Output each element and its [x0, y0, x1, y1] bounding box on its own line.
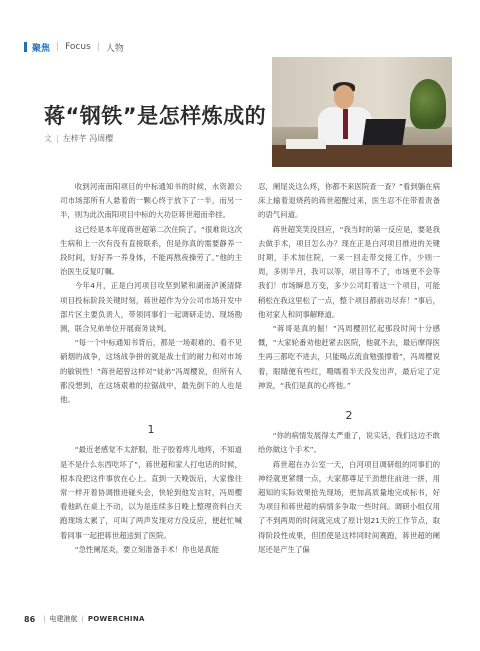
section-name-en: Focus [65, 42, 91, 52]
paragraph: 今年4月，正是白河项目攻坚到紧和湖南泸溪清降项目投标阶段关键时刻，蒋世超作为分公司市场开发中部片区主要负责人，带领同事们一起调研走访、现场勘测，联合兄弟单位开展商务谈判。 [60, 281, 242, 334]
paragraph: “蒋哥是真的倔！”冯周樱回忆起那段时间十分感慨，“大家轮番劝他赶紧去医院，他就不去，最后摩得医生再三都吃不进去，只能喝点流食勉强撑着”，冯周樱说着，眼睛便有些红，嗫嚅着半天没发出声，最后定了定神说，“我们是真的心疼他。” [258, 324, 440, 390]
article-title: 蒋“钢铁”是怎样炼成的 [44, 104, 267, 128]
article-title-wrap [44, 100, 266, 130]
section-name: 聚焦 [32, 43, 51, 54]
paragraph: 这已经是本年度蒋世超第二次住院了。“很难说这次生病和上一次有没有直接联系，但是你真的需要静养一段时间，好好养一养身体，不能再熬夜操劳了。”他的主治医生反复叮嘱。 [60, 224, 242, 277]
left-column [60, 180, 242, 557]
magazine-name-en: POWERCHINA [87, 615, 145, 623]
paragraph: “最近老感觉不太舒服，肚子胶着疼儿地疼，不知道是不是什么东西吃坏了”，蒋世超和家人打电话的时候，根本没把这件事放在心上。直到一天晚饭后，大家像往常一样开着协调推进碰头会，快轮到他发言时，冯周樱看他趴在桌上不动，以为是连续多日晚上整理资料白天跑现场太累了，可叫了两声发现对方没反应，便赶忙喊着同事一起把蒋世超送到了医院。 [60, 445, 242, 540]
paragraph: “每一个中标通知书背后，都是一场艰难的、看不见硝烟的战争，这场战争拼的就是战士们的耐力和对市场的敏锐性！”蒋世超曾这样对“徒弟”冯周樱说，但所有人都没想到，在这场艰难的拉锯战中，最先倒下的人也是他。 [60, 338, 242, 405]
right-column [258, 180, 440, 557]
paragraph: 收到河南南阳项目的中标通知书的时候，水资源公司市场部所有人悬着的一颗心终于放下了一半，而另一半，则为此次南阳项目中标的大功臣蒋世超而牵挂。 [60, 182, 242, 220]
paragraph: 蒋世超在办公室一天，白河项目调研组的同事们的神经就更紧绷一点，大家都尊足干劲想住前进一拼，用超知的实际效果抢先现场，更加高质量地完成标书，好为项目和蒋世超的病情多争取一些时间。调研小组仅用了不到两周的时间就完成了原计划21天的工作节点，取得阶段性成果，但团使是这样同时间赛跑，蒋世超的阑尾还是产生了偏 [258, 459, 440, 554]
byline: 文 | 左梓芊 冯周樱 [44, 134, 114, 143]
byline-authors: 左梓芊 冯周樱 [62, 134, 114, 143]
header-divider: | [56, 42, 60, 52]
section-number: 2 [345, 409, 353, 423]
article-photo [272, 57, 452, 167]
category-name: 人物 [105, 43, 124, 54]
page-footer: 86 | 电建港航 | POWERCHINA [24, 614, 145, 624]
paragraph: “急性阑尾炎，要立刻准备手术！你也是真能 [74, 544, 220, 554]
byline-label: 文 [44, 134, 52, 143]
paragraph: “你的病情发展得太严重了，说实话，我们这边不敢给你做这个手术”。 [258, 431, 440, 455]
magazine-name: 电建港航 [49, 615, 78, 623]
page-number: 86 [24, 614, 36, 624]
header-divider: | [96, 42, 100, 52]
paragraph: 蒋世超笑笑没回应，“我当时的第一反应是，要是我去做手术，项目怎么办？现在正是白河项目推进的关键时期，手术加住院，一来一回走带交接工作，少则一周，多则半月，我可以等，项目等不了，市场更不会等我们！市场瞬息万变，多少公司盯着这一个项目，可能稍松在我这里松了一点，整个项目都前功尽弃！”事后，他对家人和同事解释道。 [258, 224, 440, 319]
section-number: 1 [147, 423, 155, 437]
section-header [24, 40, 464, 54]
paragraph: 忍，阑尾炎这么疼，你都不来医院查一查？”看到躺在病床上输着退烧药的蒋世超醒过来，医生忍不住带着责备的语气问道。 [258, 182, 440, 220]
section-marker [24, 42, 27, 52]
